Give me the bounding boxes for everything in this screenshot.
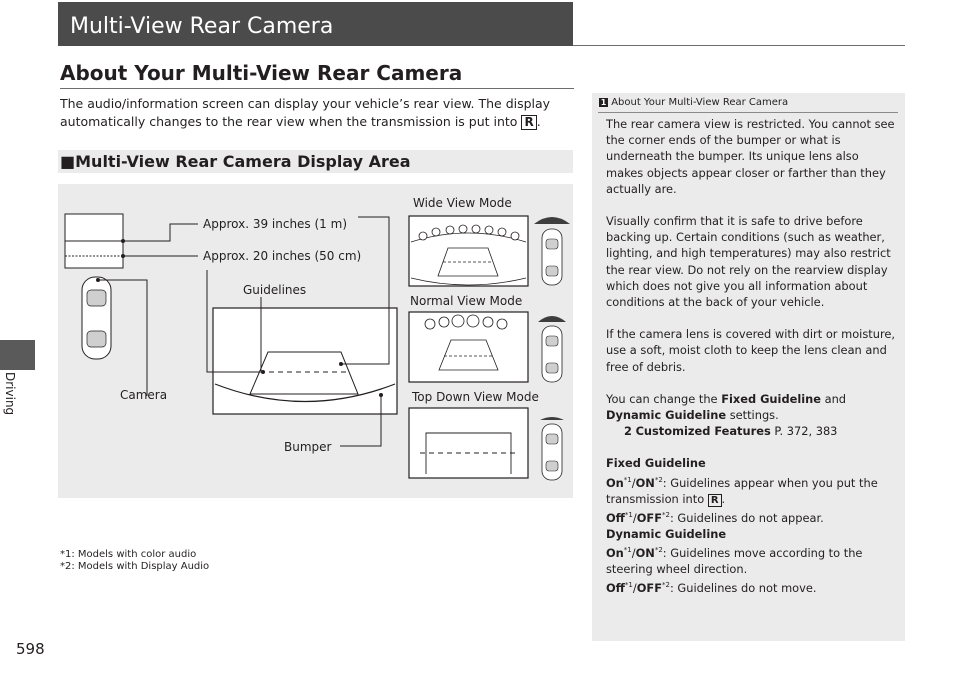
dynamic-guideline-off: Off$^{*1}$/OFF$^{*2}$: Guidelines do not move. — [606, 581, 817, 596]
car-icon-wide — [534, 217, 570, 285]
intro-text: The audio/information screen can display your vehicle’s rear view. The display automatically changes to the rear view when the transmission is put into — [60, 96, 551, 129]
dynamic-guideline-on: On$^{*1}$/ON$^{*2}$: Guidelines move according to the steering wheel direction. — [606, 545, 863, 577]
top-down-view-thumbnail — [409, 408, 528, 478]
note-paragraph-4: You can change the Fixed Guideline and Dynamic Guideline settings. — [606, 391, 847, 423]
notes-heading-text: About Your Multi-View Rear Camera — [611, 97, 789, 108]
fixed-guideline-off: Off$^{*1}$/OFF$^{*2}$: Guidelines do not appear. — [606, 510, 824, 525]
intro-end: . — [536, 114, 541, 129]
section-title: About Your Multi-View Rear Camera — [60, 61, 463, 85]
label-20in: Approx. 20 inches (50 cm) — [203, 249, 362, 263]
label-camera: Camera — [120, 388, 168, 402]
note-paragraph-2: Visually confirm that it is safe to drive before backing up. Certain conditions (such as weather, lighting, and high temperatures) may also restrict the rear view. Do not rely on the rearview display which does not give you all information about conditions at the back of your vehicle. — [606, 214, 891, 310]
notes-body — [606, 116, 898, 596]
cross-reference-link[interactable] — [606, 423, 898, 439]
distance-illustration — [65, 214, 198, 268]
footnotes — [60, 549, 209, 573]
label-bumper: Bumper — [284, 440, 332, 454]
car-icon-top-down — [540, 417, 564, 480]
normal-view-thumbnail — [409, 312, 528, 382]
side-tab-label: Driving — [3, 372, 17, 416]
dynamic-guideline-heading: Dynamic Guideline — [606, 526, 727, 541]
page-number: 598 — [16, 640, 45, 658]
side-tab-marker — [0, 340, 35, 370]
label-guidelines: Guidelines — [243, 283, 307, 297]
car-icon-normal — [538, 316, 566, 382]
page-title: Multi-View Rear Camera — [70, 14, 334, 39]
rear-view-screen — [213, 308, 397, 414]
header-rule — [573, 45, 905, 46]
car-top-view-icon — [82, 277, 111, 359]
subsection-title — [60, 152, 411, 171]
side-tab — [2, 372, 32, 452]
note-paragraph-3: If the camera lens is covered with dirt or moisture, use a soft, moist cloth to keep the lens clean and free of debris. — [606, 327, 896, 374]
label-wide-view: Wide View Mode — [413, 196, 512, 210]
fixed-guideline-heading: Fixed Guideline — [606, 456, 706, 471]
footnote-2: *2: Models with Display Audio — [60, 561, 210, 572]
fixed-guideline-on: On$^{*1}$/ON$^{*2}$: Guidelines appear when you put the transmission into R . — [606, 475, 878, 506]
intro-paragraph — [60, 95, 570, 131]
section-rule — [60, 88, 574, 89]
reference-title: Customized Features — [635, 424, 771, 439]
note-paragraph-1: The rear camera view is restricted. You cannot see the corner ends of the bumper or what is underneath the bumper. Its unique lens also makes objects appear closer or farther than they actually are. — [606, 117, 895, 196]
notes-heading — [599, 97, 788, 108]
label-normal-view: Normal View Mode — [410, 294, 523, 308]
notes-heading-rule — [598, 112, 898, 113]
label-39in: Approx. 39 inches (1 m) — [203, 217, 347, 231]
r-key-icon: R — [521, 115, 536, 130]
label-top-down-view: Top Down View Mode — [412, 390, 539, 404]
subsection-title-text: Multi-View Rear Camera Display Area — [75, 152, 411, 171]
footnote-1: *1: Models with color audio — [60, 549, 197, 560]
square-bullet-icon: ■ — [60, 152, 76, 171]
reference-pages: P. 372, 383 — [774, 424, 838, 439]
wide-view-thumbnail — [409, 216, 528, 286]
r-key-icon: R — [708, 494, 722, 507]
note-marker-icon: 1 — [600, 97, 607, 107]
camera-display-diagram — [58, 184, 573, 498]
reference-arrow-icon: 2 — [624, 424, 632, 439]
